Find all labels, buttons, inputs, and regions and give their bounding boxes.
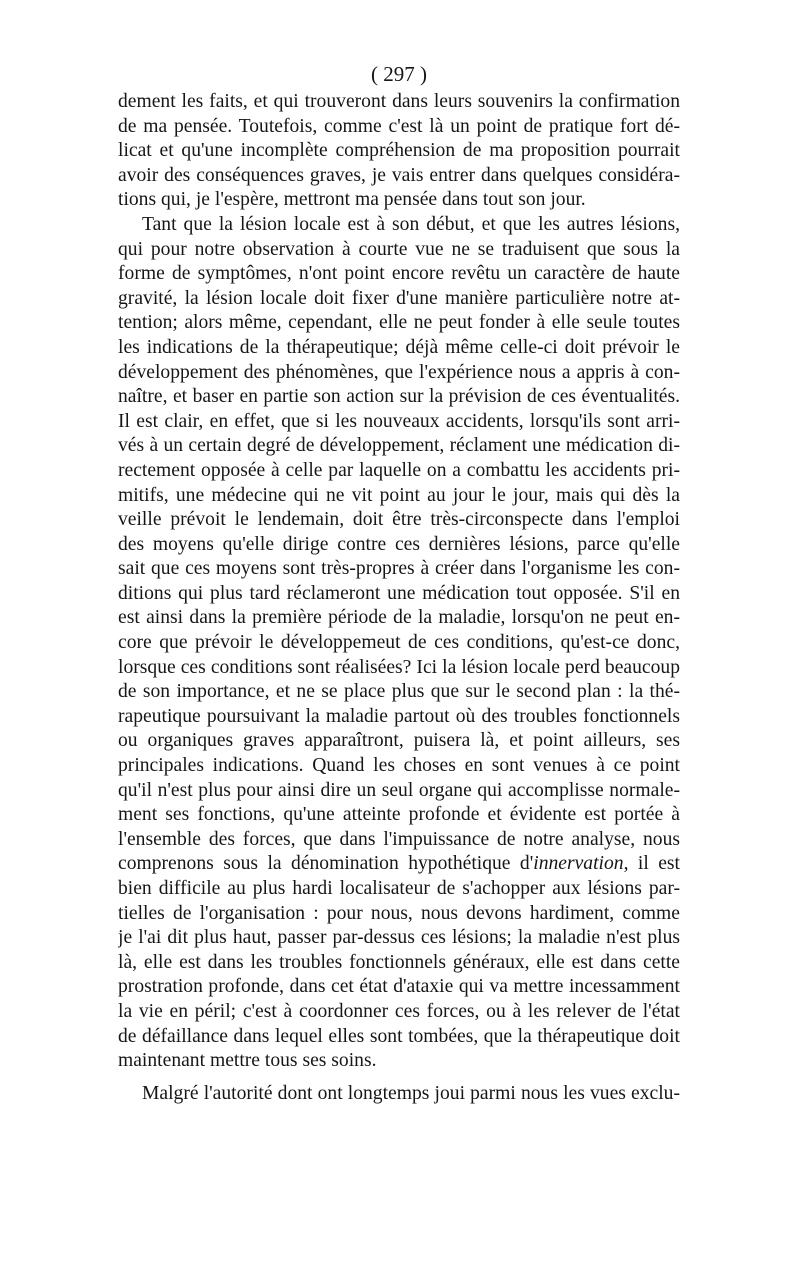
text-line: veille prévoit le lendemain, doit être très-circonspecte dans l'emploi xyxy=(118,509,680,531)
text-line: sait que ces moyens sont très-propres à créer dans l'organisme les con- xyxy=(118,558,680,580)
text-line: Malgré l'autorité dont ont longtemps joui parmi nous les vues exclu- xyxy=(142,1082,680,1104)
text-line: principales indications. Quand les choses en sont venues à ce point xyxy=(118,755,680,777)
paragraph-2 xyxy=(118,213,680,1074)
text-line-with-italic xyxy=(118,852,680,877)
text-line: les indications de la thérapeutique; déjà même celle-ci doit prévoir le xyxy=(118,336,680,358)
text-line: prostration profonde, dans cet état d'ataxie qui va mettre incessamment xyxy=(118,976,680,998)
text-line: lorsque ces conditions sont réalisées? Ici la lésion locale perd beaucoup xyxy=(118,656,680,678)
text-line: là, elle est dans les troubles fonctionnels généraux, elle est dans cette xyxy=(118,951,680,973)
text-line: core que prévoir le développemeut de ces conditions, qu'est-ce donc, xyxy=(118,632,680,654)
line-text: comprenons sous la dénomination hypothétique d' xyxy=(118,853,534,875)
page-number: ( 297 ) xyxy=(371,62,427,86)
text-line: vés à un certain degré de développement, réclament une médication di- xyxy=(118,435,680,457)
text-line: mitifs, une médecine qui ne vit point au jour le jour, mais qui dès la xyxy=(118,484,680,506)
text-line: de ma pensée. Toutefois, comme c'est là un point de pratique fort dé- xyxy=(118,115,680,137)
text-line: rectement opposée à celle par laquelle on a combattu les accidents pri- xyxy=(118,459,680,481)
text-line: ditions qui plus tard réclameront une médication tout opposée. S'il en xyxy=(118,582,680,604)
text-line: tention; alors même, cependant, elle ne peut fonder à elle seule toutes xyxy=(118,312,680,334)
text-line: de défaillance dans lequel elles sont tombées, que la thérapeutique doit xyxy=(118,1025,680,1047)
book-page xyxy=(118,58,680,1106)
text-line: développement des phénomènes, que l'expérience nous a appris à con- xyxy=(118,361,680,383)
text-line: la vie en péril; c'est à coordonner ces forces, ou à les relever de l'état xyxy=(118,1000,680,1022)
text-line: qui pour notre observation à courte vue ne se traduisent que sous la xyxy=(118,238,680,260)
text-line: l'ensemble des forces, que dans l'impuissance de notre analyse, nous xyxy=(118,828,680,850)
italic-term: innervation xyxy=(533,853,624,875)
text-line: Tant que la lésion locale est à son début, et que les autres lésions, xyxy=(142,213,680,235)
paragraph-3 xyxy=(118,1082,680,1107)
text-line: licat et qu'une incomplète compréhension de ma proposition pourrait xyxy=(118,140,680,162)
paragraph-spacer xyxy=(118,1074,680,1082)
text-line: dement les faits, et qui trouveront dans leurs souvenirs la confirmation xyxy=(118,91,680,112)
text-line: ment ses fonctions, qu'une atteinte profonde et évidente est portée à xyxy=(118,804,680,826)
text-line: avoir des conséquences graves, je vais entrer dans quelques considéra- xyxy=(118,164,680,186)
text-line: tions qui, je l'espère, mettront ma pensée dans tout son jour. xyxy=(118,189,586,211)
text-line: qu'il n'est plus pour ainsi dire un seul organe qui accomplisse normale- xyxy=(118,779,680,801)
text-line: forme de symptômes, n'ont point encore revêtu un caractère de haute xyxy=(118,263,680,285)
text-line: je l'ai dit plus haut, passer par-dessus ces lésions; la maladie n'est plus xyxy=(118,927,680,949)
text-line: naître, et baser en partie son action sur la prévision de ces éventualités. xyxy=(118,386,680,408)
text-line: gravité, la lésion locale doit fixer d'une manière particulière notre at- xyxy=(118,287,680,309)
text-line: maintenant mettre tous ses soins. xyxy=(118,1050,377,1072)
text-line: Il est clair, en effet, que si les nouveaux accidents, lorsqu'ils sont arri- xyxy=(118,410,680,432)
text-line: tielles de l'organisation : pour nous, nous devons hardiment, comme xyxy=(118,902,680,924)
text-line: bien difficile au plus hardi localisateur de s'achopper aux lésions par- xyxy=(118,878,680,899)
line-text: , il est xyxy=(623,853,680,875)
text-line: ou organiques graves apparaîtront, puisera là, et point ailleurs, ses xyxy=(118,730,680,752)
text-line: rapeutique poursuivant la maladie partout où des troubles fonctionnels xyxy=(118,705,680,727)
text-line: de son importance, et ne se place plus que sur le second plan : la thé- xyxy=(118,681,680,703)
paragraph-1 xyxy=(118,90,680,213)
text-line: des moyens qu'elle dirige contre ces dernières lésions, parce qu'elle xyxy=(118,533,680,555)
text-line: est ainsi dans la première période de la maladie, lorsqu'on ne peut en- xyxy=(118,607,680,629)
